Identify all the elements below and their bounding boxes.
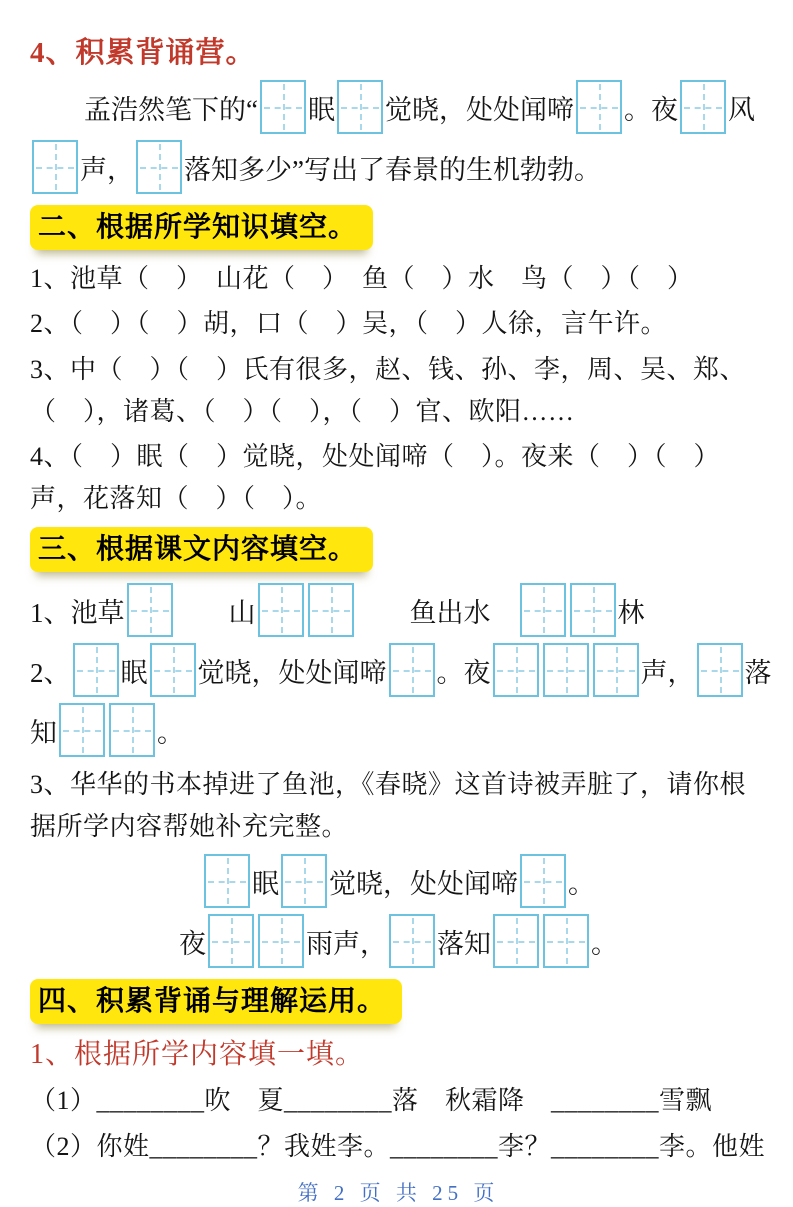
writing-grid-box xyxy=(258,914,304,968)
writing-grid-box xyxy=(208,914,254,968)
writing-grid-box xyxy=(520,583,566,637)
line-text: 山 xyxy=(174,597,256,628)
writing-grid-box xyxy=(73,643,119,697)
writing-grid-box xyxy=(697,643,743,697)
writing-grid-box xyxy=(281,854,327,908)
section2-heading-wrap xyxy=(30,205,767,250)
line-text: 声， xyxy=(80,154,134,185)
section2-item-2: 2、（ ）（ ）胡，口（ ）吴，（ ）人徐，言午许。 xyxy=(30,309,668,339)
writing-grid-box xyxy=(593,643,639,697)
line-text: 。夜 xyxy=(623,94,678,125)
writing-grid-box xyxy=(258,583,304,637)
section3-item-3: 3、华华的书本掉进了鱼池，《春晓》这首诗被弄脏了，请你根据所学内容帮她补充完整。 xyxy=(30,770,747,841)
poem-line-2 xyxy=(30,911,767,971)
line-text: 落 xyxy=(744,657,772,688)
writing-grid-box xyxy=(520,854,566,908)
section3-line-1 xyxy=(30,580,767,640)
line-text: 觉晓，处处闻啼 xyxy=(384,94,574,125)
line-text: 风 xyxy=(727,94,755,125)
section3-heading-wrap xyxy=(30,527,767,572)
writing-grid-box xyxy=(576,80,622,134)
line-text: 。夜 xyxy=(436,657,491,688)
writing-grid-box xyxy=(32,140,78,194)
line-text: 1、池草 xyxy=(30,597,125,628)
line-text: 孟浩然笔下的“ xyxy=(84,94,258,125)
page-number: 第 2 页 共 25 页 xyxy=(297,1181,500,1206)
writing-grid-box xyxy=(543,643,589,697)
writing-grid-box xyxy=(493,643,539,697)
section4-heading: 四、积累背诵与理解运用。 xyxy=(30,979,402,1024)
writing-grid-box xyxy=(337,80,383,134)
writing-grid-box xyxy=(109,703,155,757)
section4-heading-wrap xyxy=(30,979,767,1024)
section3-heading: 三、根据课文内容填空。 xyxy=(30,527,373,572)
writing-grid-box xyxy=(308,583,354,637)
accumulate-line-2 xyxy=(30,137,767,197)
section2-item-3: 3、中（ ）（ ）氏有很多，赵、钱、孙、李，周、吴、郑、（ ），诸葛、（ ）（ ），（ ）官、欧阳…… xyxy=(30,354,747,426)
line-text: 落知多少”写出了春景的生机勃勃。 xyxy=(184,154,601,185)
line-text: 夜 xyxy=(179,928,206,959)
poem-line-1 xyxy=(30,851,767,911)
line-text: 。 xyxy=(157,717,184,748)
line-text: 。 xyxy=(591,928,618,959)
accumulate-heading: 4、积累背诵营。 xyxy=(30,37,256,69)
writing-grid-box xyxy=(680,80,726,134)
line-text: 觉晓，处处闻啼 xyxy=(197,657,387,688)
writing-grid-box xyxy=(136,140,182,194)
section4-item-2: （2）你姓________？我姓李。________李？________李。他姓 xyxy=(30,1131,766,1161)
line-text: 觉晓，处处闻啼 xyxy=(329,868,518,899)
writing-grid-box xyxy=(543,914,589,968)
writing-grid-box xyxy=(127,583,173,637)
section3-line-2 xyxy=(30,640,772,700)
line-text: 落知 xyxy=(437,928,491,959)
section2-item-1: 1、池草（ ） 山花（ ） 鱼（ ）水 鸟（ ）（ ） xyxy=(30,263,694,293)
accumulate-line-1 xyxy=(30,77,767,137)
writing-grid-box xyxy=(59,703,105,757)
line-text: 声， xyxy=(640,657,695,688)
section4-item-1: （1）________吹 夏________落 秋霜降 ________雪飘 xyxy=(30,1086,713,1116)
section4-sub-heading: 1、根据所学内容填一填。 xyxy=(30,1039,365,1071)
line-text: 眠 xyxy=(120,657,148,688)
line-text: 林 xyxy=(617,597,645,628)
section2-heading: 二、根据所学知识填空。 xyxy=(30,205,373,250)
section3-line-3 xyxy=(30,700,767,760)
line-text: 2、 xyxy=(30,657,71,688)
line-text: 眠 xyxy=(307,94,335,125)
writing-grid-box xyxy=(493,914,539,968)
writing-grid-box xyxy=(389,914,435,968)
line-text: 知 xyxy=(30,717,57,748)
section2-item-4: 4、（ ）眠（ ）觉晓，处处闻啼（ ）。夜来（ ）（ ）声，花落知（ ）（ ）。 xyxy=(30,442,721,513)
writing-grid-box xyxy=(204,854,250,908)
writing-grid-box xyxy=(150,643,196,697)
line-text: 雨声， xyxy=(306,928,387,959)
line-text: 。 xyxy=(568,868,595,899)
line-text: 鱼出水 xyxy=(355,597,518,628)
writing-grid-box xyxy=(389,643,435,697)
writing-grid-box xyxy=(260,80,306,134)
line-text: 眠 xyxy=(252,868,279,899)
writing-grid-box xyxy=(570,583,616,637)
